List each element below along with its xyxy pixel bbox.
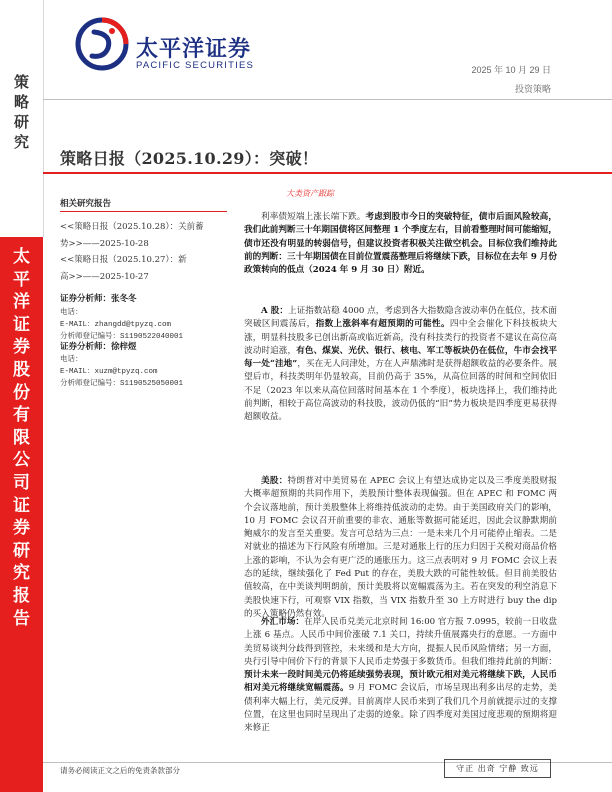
paragraph-a-shares: A 股：上证指数站稳 4000 点，考虑到各大指数隐含波动率仍在低位，技术面突破区间震荡后，指数上涨斜率有超预期的可能性。四中全会催化下科技板块大涨，明显科技股多已创出新高或临近新高，没有科技类行的投资者不建议在高位高波动时追涨，有色、煤炭、光伏、银行、核电、军工等板块仍在低位，牛市会找平每一处“洼地”，买在无人问津处，方在人声鼎沸时是获得超额收益的必要条件。展望后市，科技类明年仍显较高，目前仍高于 35%，从高位回落的时间和空间依旧不足（2023 年以来从高位回落时间基本在 1 个季度），板块选择上，我们维持此前判断，相较于高位高波动的科技股，波动仍低的“旧”势力板块是四季度更易获得超额收益。 [244, 306, 557, 423]
a-shares-label: A 股： [261, 306, 288, 316]
paragraph-forex: 外汇市场：在岸人民币兑美元北京时间 16:00 官方报 7.0995，较前一日收盘上涨 6 基点。人民币中间价涨破 7.1 关口，持续升值展露央行的意愿。一方面中美贸易谈判分歧得到管控，未来缓和是大方向，提振人民币风险情绪；另一方面，央行引导中间价下行的背景下人民币走势强于多数货币。但我们维持此前的判断：预计未来一段时间美元仍将延续强势表现，预计欧元相对美元将继续下跌，人民币相对美元将继续宽幅震荡。9 月 FOMC 会议后，市场呈现出利多出尽的走势，美债利率大幅上行，美元反弹。目前离岸人民币来到了我们几个月前就提示过的支撑位置，在这里也同时呈现出了走弱的迹象。除了四季度对美国过度悲观的预期将迎来修正 [244, 617, 557, 734]
analyst-2-name: 证券分析师：徐梓煜 [60, 342, 137, 352]
analyst-1-name: 证券分析师：张冬冬 [60, 294, 137, 304]
page-title: 策略日报（2025.10.29）：突破！ [60, 149, 319, 168]
sidebar-brand: 太 平 洋 证 券 股 份 有 限 公 司 证 券 研 究 报 告 [13, 247, 30, 629]
report-section: 投资策略 [514, 84, 551, 94]
bonds-key-view: 考虑到股市今日的突破特征，债市后面风险较高，我们此前判断三十年期国债将区间整理 1 个季度左右，目前看整理时间可能缩短，债市还没有明显的转弱信号，但建议投资者积极关注做空机会。目标位我们维持此前的判断：三十年期国债在目前位置震荡整理后将继续下跌，目标位在去年 9 月份政策转向的低点（2024 年 9 月 30 日）附近。 [244, 212, 557, 276]
analyst-2-phone: 电话： [60, 356, 83, 364]
related-report-link-1[interactable]: <<策略日报（2025.10.28）：关前蓄 势>>——2025-10-28 [60, 222, 204, 249]
title-divider [43, 172, 612, 174]
company-logo [72, 14, 272, 74]
analyst-1-phone: 电话： [60, 309, 83, 317]
analyst-1-registration: 分析师登记编号：S1190522040001 [60, 333, 184, 341]
report-date: 2025 年 10 月 29 日 [471, 65, 551, 75]
disclaimer-text: 请务必阅读正文之后的免责条款部分 [60, 766, 180, 775]
analyst-2-registration: 分析师登记编号：S1190525050001 [60, 380, 184, 388]
a-shares-sectors: 有色、煤炭、光伏、银行、核电、军工等板块仍在低位，牛市会找平每一处“洼地” [244, 345, 557, 370]
sidebar-category: 策 略 研 究 [13, 73, 29, 151]
us-stocks-label: 美股： [261, 476, 288, 486]
paragraph-us-stocks: 美股：特朗普对中美贸易在 APEC 会议上有望达成协定以及三季度美股财报大概率超预期的共同作用下，美股预计整体表现偏强。但在 APEC 和 FOMC 两个会议落地前，预计美股整体上将维持低波动的走势。由于美国政府关门的影响，10 月 FOMC 会议召开前重要的非农、通胀等数据可能延迟，因此会议静默期前鲍威尔的发言至关重要。发言可总结为三点：一是未来几个月可能停止缩表。二是对就业的描述为下行风险有所增加。三是对通胀上行的压力归因于关税对商品价格上涨的影响，不认为会有更广泛的通胀压力。这三点表明对 9 月 FOMC 会议上表态的延续，继续强化了 Fed Put 的存在，美股大跌的可能性较低。但目前美股估值较高，在中美谈判明朗前，预计美股将以宽幅震荡为主。若在突发的利空消息下美股快速下行，可观察 VIX 指数，当 VIX 指数升至 30 上方时进行 buy the dip 的买入策略仍然有效。 [244, 476, 557, 619]
analyst-1-email[interactable]: E-MAIL：zhangdd@tpyzq.com [60, 321, 172, 329]
header-divider [43, 99, 612, 100]
logo-en-text: PACIFIC SECURITIES [136, 60, 255, 71]
related-reports-heading: 相关研究报告 [60, 199, 112, 209]
paragraph-bonds: 利率债短端上涨长端下跌。考虑到股市今日的突破特征，债市后面风险较高，我们此前判断三十年期国债将区间整理 1 个季度左右，目前看整理时间可能缩短，债市还没有明显的转弱信号，但建议投资者积极关注做空机会。目标位我们维持此前的判断：三十年期国债在目前位置震荡整理后将继续下跌，目标位在去年 9 月份政策转向的低点（2024 年 9 月 30 日）附近。 [244, 212, 557, 276]
company-motto: 守正 出奇 宁静 致远 [444, 759, 551, 778]
section-subheading: 大类资产跟踪 [286, 189, 334, 198]
forex-label: 外汇市场： [261, 617, 305, 627]
logo-cn-text: 太平洋证券 [136, 37, 252, 62]
left-sidebar [0, 0, 43, 792]
related-reports-divider [60, 211, 227, 212]
analyst-2-email[interactable]: E-MAIL：xuzm@tpyzq.com [60, 368, 158, 376]
a-shares-highlight: 指数上涨斜率有超预期的可能性。 [315, 319, 450, 330]
forex-key-view: 预计未来一段时间美元仍将延续强势表现，预计欧元相对美元将继续下跌，人民币相对美元将继续宽幅震荡。 [244, 670, 557, 694]
related-report-link-2[interactable]: <<策略日报（2025.10.27）：新 高>>——2025-10-27 [60, 255, 187, 282]
